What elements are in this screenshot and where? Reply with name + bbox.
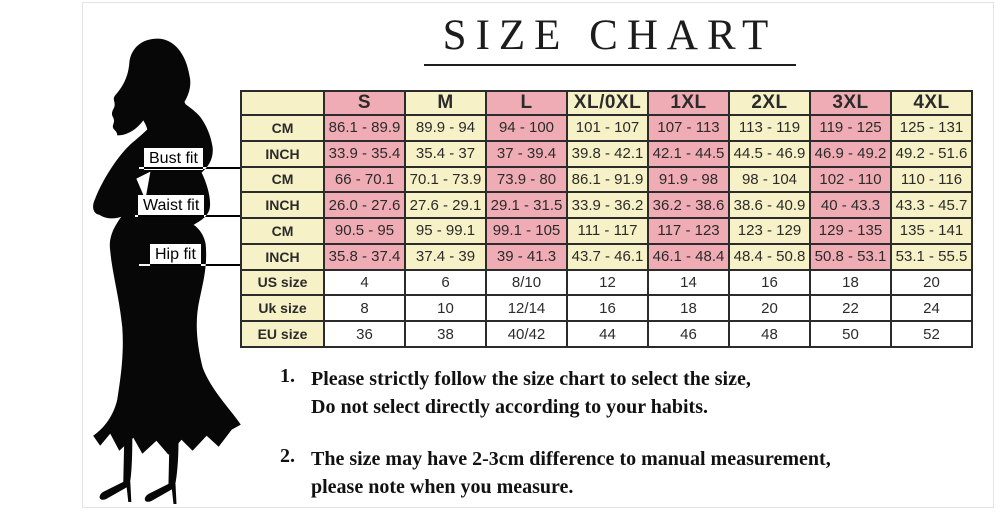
table-row [241,270,972,296]
corner-cell [241,91,324,115]
value-cell: 35.8 - 37.4 [324,244,405,270]
value-cell: 18 [810,270,891,296]
notes-section [280,365,960,525]
value-cell: 48 [729,321,810,347]
size-header-cell: 2XL [729,91,810,115]
value-cell: 20 [729,295,810,321]
value-cell: 86.1 - 89.9 [324,115,405,141]
value-cell: 110 - 116 [891,167,972,193]
note-1 [280,365,960,421]
value-cell: 12 [567,270,648,296]
value-cell: 8 [324,295,405,321]
note-2 [280,445,960,501]
value-cell: 95 - 99.1 [405,218,486,244]
value-cell: 89.9 - 94 [405,115,486,141]
value-cell: 90.5 - 95 [324,218,405,244]
value-cell: 117 - 123 [648,218,729,244]
table-row [241,192,972,218]
value-cell: 33.9 - 35.4 [324,141,405,167]
table-row [241,167,972,193]
size-header-cell: L [486,91,567,115]
value-cell: 39 - 41.3 [486,244,567,270]
value-cell: 40/42 [486,321,567,347]
page-title: SIZE CHART [442,12,778,59]
value-cell: 43.7 - 46.1 [567,244,648,270]
bust-fit-line [139,167,243,169]
value-cell: 50.8 - 53.1 [810,244,891,270]
size-header-cell: S [324,91,405,115]
row-label-cell: CM [241,218,324,244]
size-header-row [241,91,972,115]
note-1-line-1: Please strictly follow the size chart to select the size, [311,368,751,390]
row-label-cell: INCH [241,141,324,167]
value-cell: 29.1 - 31.5 [486,192,567,218]
value-cell: 36 [324,321,405,347]
note-1-line-2: Do not select directly according to your habits. [311,396,709,418]
value-cell: 73.9 - 80 [486,167,567,193]
value-cell: 14 [648,270,729,296]
value-cell: 16 [729,270,810,296]
size-table-body [241,115,972,347]
value-cell: 91.9 - 98 [648,167,729,193]
value-cell: 22 [810,295,891,321]
row-label-cell: Uk size [241,295,324,321]
value-cell: 70.1 - 73.9 [405,167,486,193]
value-cell: 20 [891,270,972,296]
size-header-cell: M [405,91,486,115]
row-label-cell: INCH [241,244,324,270]
table-row [241,244,972,270]
row-label-cell: US size [241,270,324,296]
value-cell: 129 - 135 [810,218,891,244]
value-cell: 50 [810,321,891,347]
table-row [241,218,972,244]
table-row [241,141,972,167]
note-2-text [311,445,831,501]
value-cell: 135 - 141 [891,218,972,244]
value-cell: 43.3 - 45.7 [891,192,972,218]
title-block [395,12,825,66]
value-cell: 111 - 117 [567,218,648,244]
value-cell: 6 [405,270,486,296]
value-cell: 46.9 - 49.2 [810,141,891,167]
row-label-cell: CM [241,115,324,141]
value-cell: 8/10 [486,270,567,296]
value-cell: 40 - 43.3 [810,192,891,218]
value-cell: 102 - 110 [810,167,891,193]
table-row [241,295,972,321]
table-row [241,321,972,347]
value-cell: 86.1 - 91.9 [567,167,648,193]
value-cell: 37.4 - 39 [405,244,486,270]
value-cell: 125 - 131 [891,115,972,141]
value-cell: 66 - 70.1 [324,167,405,193]
value-cell: 4 [324,270,405,296]
hip-fit-label: Hip fit [150,244,201,266]
value-cell: 123 - 129 [729,218,810,244]
value-cell: 12/14 [486,295,567,321]
value-cell: 46 [648,321,729,347]
value-cell: 16 [567,295,648,321]
size-table-head [241,91,972,115]
size-header-cell: 4XL [891,91,972,115]
waist-fit-label: Waist fit [138,195,204,217]
value-cell: 94 - 100 [486,115,567,141]
note-2-line-2: please note when you measure. [311,476,574,498]
value-cell: 99.1 - 105 [486,218,567,244]
size-header-cell: 1XL [648,91,729,115]
waist-fit-line [135,215,243,217]
size-table [240,90,973,348]
value-cell: 49.2 - 51.6 [891,141,972,167]
value-cell: 27.6 - 29.1 [405,192,486,218]
value-cell: 24 [891,295,972,321]
value-cell: 101 - 107 [567,115,648,141]
row-label-cell: CM [241,167,324,193]
value-cell: 38 [405,321,486,347]
value-cell: 26.0 - 27.6 [324,192,405,218]
value-cell: 44.5 - 46.9 [729,141,810,167]
table-row [241,115,972,141]
value-cell: 37 - 39.4 [486,141,567,167]
value-cell: 38.6 - 40.9 [729,192,810,218]
value-cell: 33.9 - 36.2 [567,192,648,218]
value-cell: 10 [405,295,486,321]
value-cell: 36.2 - 38.6 [648,192,729,218]
woman-silhouette [88,36,264,508]
value-cell: 42.1 - 44.5 [648,141,729,167]
value-cell: 119 - 125 [810,115,891,141]
value-cell: 35.4 - 37 [405,141,486,167]
value-cell: 53.1 - 55.5 [891,244,972,270]
value-cell: 39.8 - 42.1 [567,141,648,167]
value-cell: 113 - 119 [729,115,810,141]
size-header-cell: 3XL [810,91,891,115]
note-1-text [311,365,751,421]
value-cell: 52 [891,321,972,347]
size-header-cell: XL/0XL [567,91,648,115]
note-1-number: 1. [280,365,295,387]
value-cell: 46.1 - 48.4 [648,244,729,270]
value-cell: 18 [648,295,729,321]
value-cell: 98 - 104 [729,167,810,193]
title-underline [424,64,796,66]
value-cell: 107 - 113 [648,115,729,141]
value-cell: 48.4 - 50.8 [729,244,810,270]
note-2-line-1: The size may have 2-3cm difference to manual measurement, [311,448,831,470]
note-2-number: 2. [280,445,295,467]
row-label-cell: EU size [241,321,324,347]
hip-fit-line [139,264,243,266]
bust-fit-label: Bust fit [144,148,203,170]
row-label-cell: INCH [241,192,324,218]
value-cell: 44 [567,321,648,347]
